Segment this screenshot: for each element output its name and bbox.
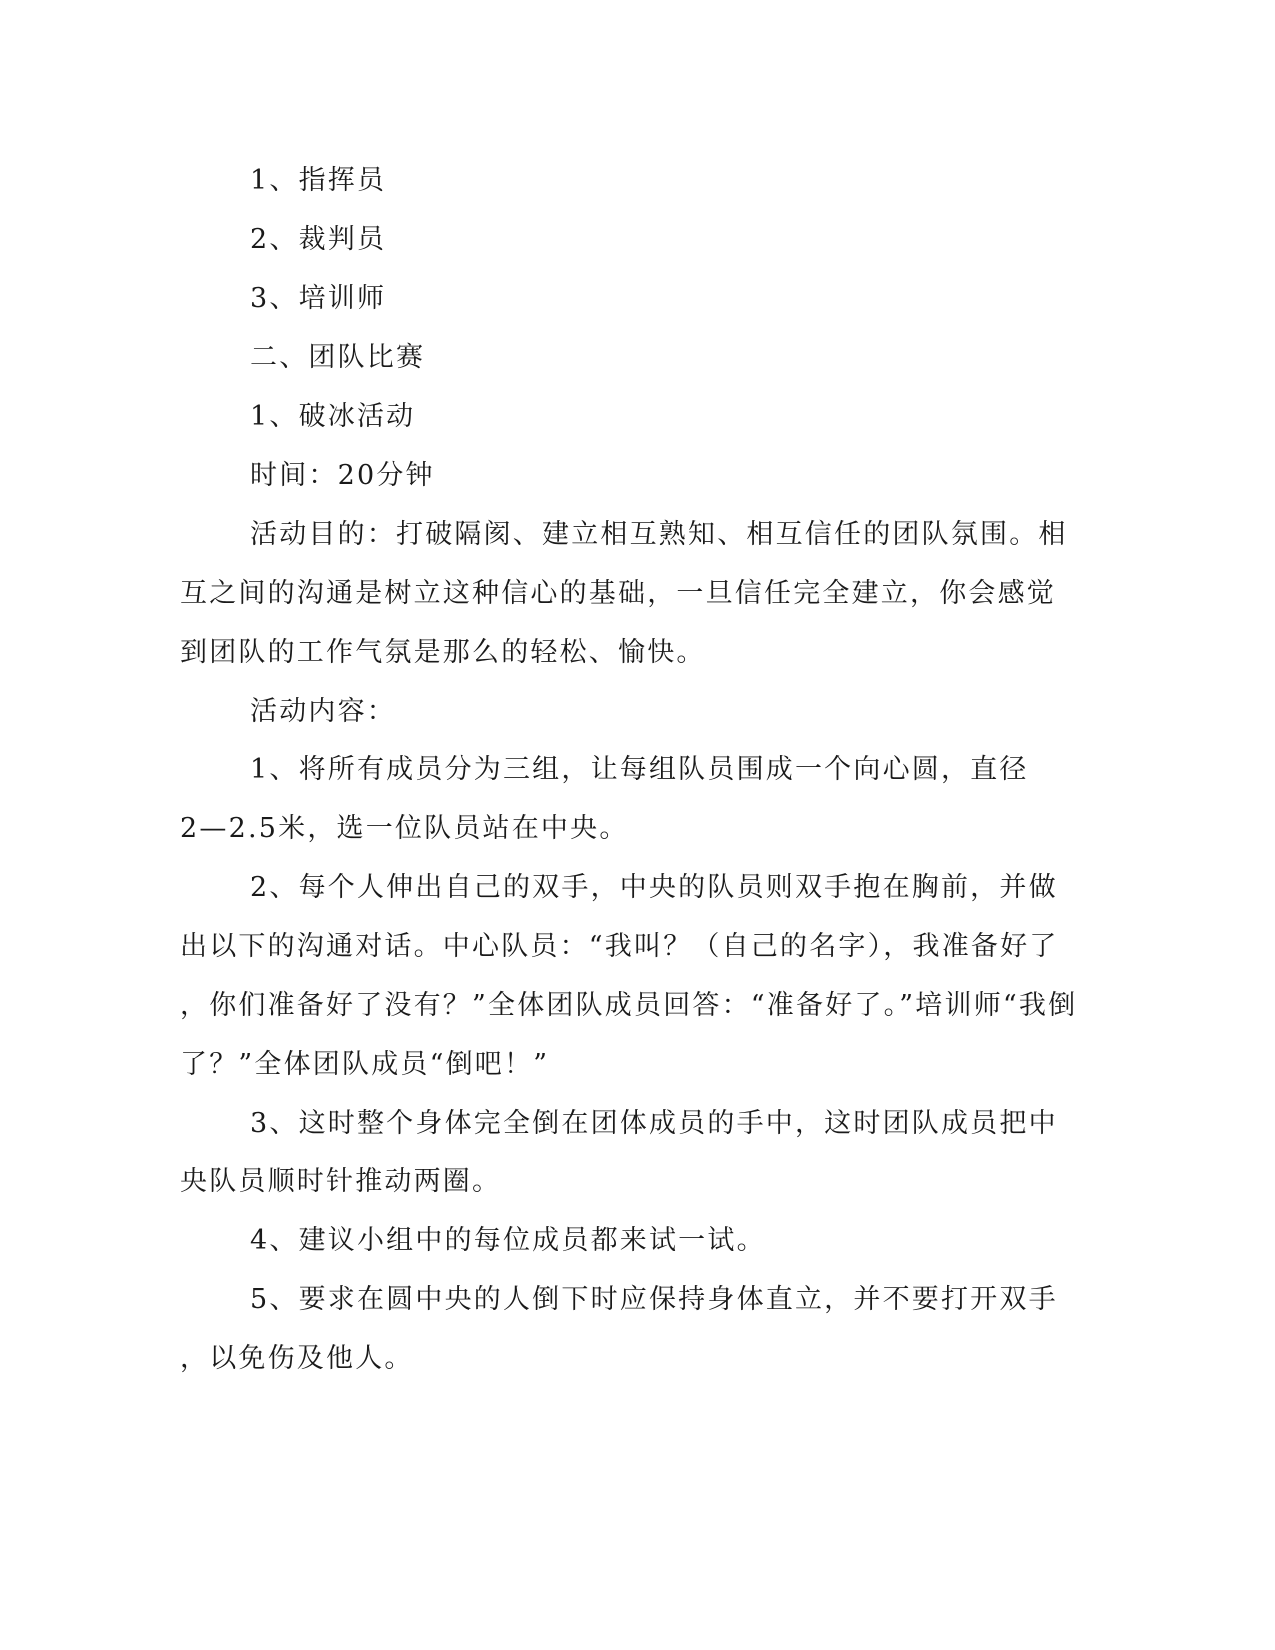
section-heading-team-competition: 二、团队比赛 xyxy=(250,342,426,373)
step-1-line-2: 2—2.5米，选一位队员站在中央。 xyxy=(180,813,629,844)
purpose-paragraph-line-2: 互之间的沟通是树立这种信心的基础，一旦信任完全建立，你会感觉 xyxy=(180,578,1056,609)
list-item-referee: 2、裁判员 xyxy=(250,224,387,255)
step-3-line-2: 央队员顺时针推动两圈。 xyxy=(180,1166,502,1197)
step-4: 4、建议小组中的每位成员都来试一试。 xyxy=(250,1225,766,1256)
list-item-trainer: 3、培训师 xyxy=(250,283,387,314)
content-heading: 活动内容： xyxy=(250,696,396,727)
step-3-line-1: 3、这时整个身体完全倒在团体成员的手中，这时团队成员把中 xyxy=(250,1108,1058,1139)
step-2-line-4: 了？”全体团队成员“倒吧！” xyxy=(180,1049,550,1080)
purpose-paragraph-line-1: 活动目的：打破隔阂、建立相互熟知、相互信任的团队氛围。相 xyxy=(250,519,1068,550)
activity-duration: 时间：20分钟 xyxy=(250,460,435,491)
step-5-line-2: ，以免伤及他人。 xyxy=(180,1343,414,1374)
step-2-line-3: ，你们准备好了没有？”全体团队成员回答：“准备好了。”培训师“我倒 xyxy=(180,990,1078,1021)
list-item-commander: 1、指挥员 xyxy=(250,165,387,196)
step-2-line-1: 2、每个人伸出自己的双手，中央的队员则双手抱在胸前，并做 xyxy=(250,872,1058,903)
step-1-line-1: 1、将所有成员分为三组，让每组队员围成一个向心圆，直径 xyxy=(250,754,1029,785)
subsection-heading-icebreaker: 1、破冰活动 xyxy=(250,401,416,432)
purpose-paragraph-line-3: 到团队的工作气氛是那么的轻松、愉快。 xyxy=(180,637,706,668)
step-5-line-1: 5、要求在圆中央的人倒下时应保持身体直立，并不要打开双手 xyxy=(250,1284,1058,1315)
step-2-line-2: 出以下的沟通对话。中心队员：“我叫？（自己的名字），我准备好了 xyxy=(180,931,1059,962)
